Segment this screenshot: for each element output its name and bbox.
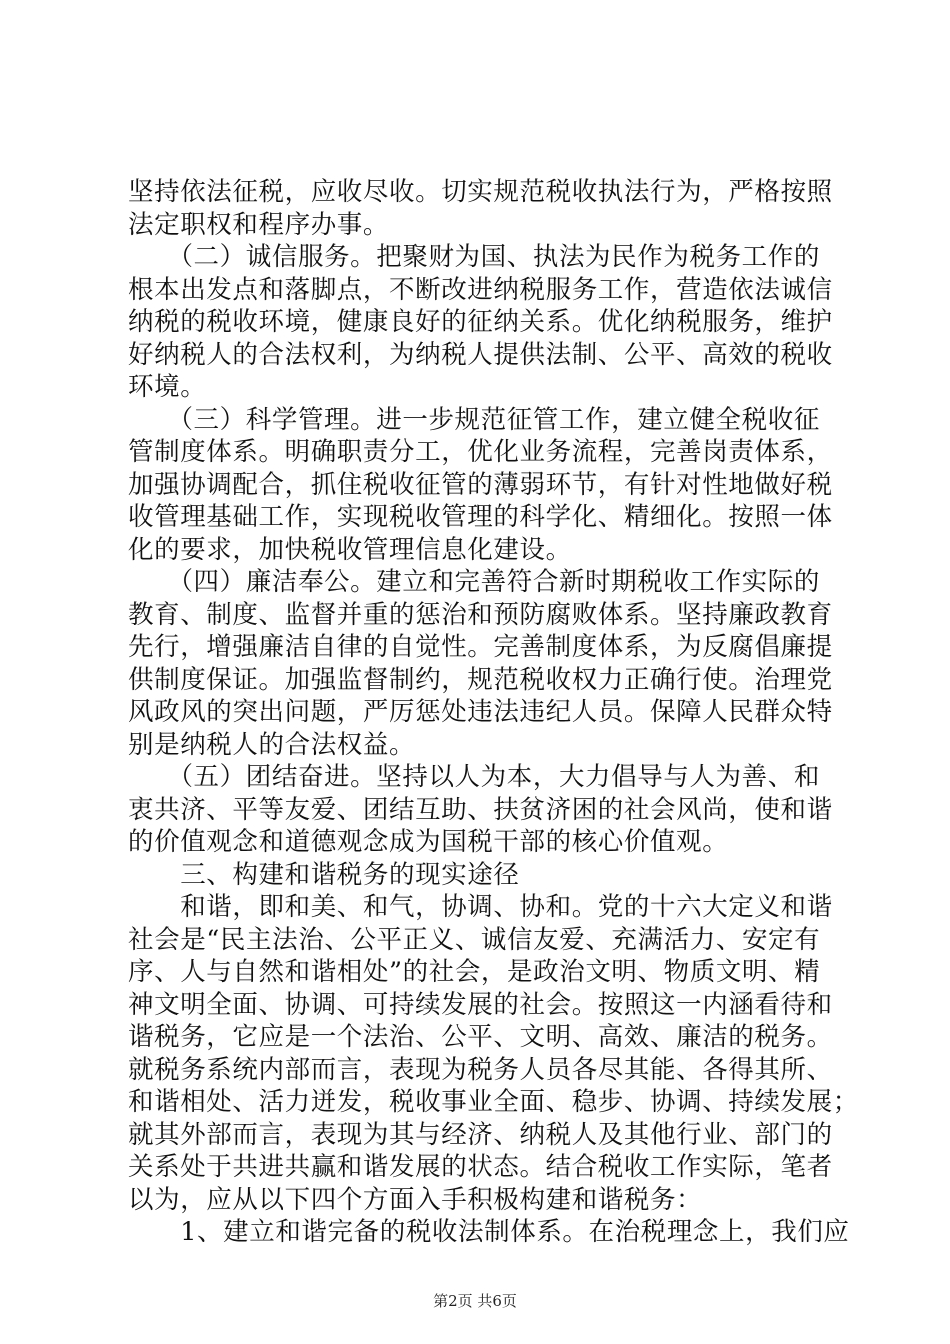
document-body <box>128 176 859 1249</box>
text-line: （五）团结奋进。坚持以人为本，大力倡导与人为善、和 <box>128 762 820 792</box>
text-line: 先行，增强廉洁自律的自觉性。完善制度体系，为反腐倡廉提 <box>128 632 833 662</box>
text-line: 神文明全面、协调、可持续发展的社会。按照这一内涵看待和 <box>128 989 833 1020</box>
text-line: 1、建立和谐完备的税收法制体系。在治税理念上，我们应 <box>128 1217 850 1247</box>
text-line: 就税务系统内部而言，表现为税务人员各尽其能、各得其所、 <box>128 1054 833 1085</box>
text-line: 管制度体系。明确职责分工，优化业务流程，完善岗责体系， <box>128 437 833 467</box>
section-heading: 三、构建和谐税务的现实途径 <box>128 859 520 890</box>
text-line: 环境。 <box>128 372 207 402</box>
text-line: 供制度保证。加强监督制约，规范税收权力正确行使。治理党 <box>128 664 833 695</box>
text-line: 纳税的税收环境，健康良好的征纳关系。优化纳税服务，维护 <box>128 307 833 337</box>
text-line: 风政风的突出问题，严厉惩处违法违纪人员。保障人民群众特 <box>128 697 833 727</box>
text-line: 坚持依法征税，应收尽收。切实规范税收执法行为，严格按照 <box>128 177 833 207</box>
text-line: 和谐相处、活力迸发，税收事业全面、稳步、协调、持续发展； <box>128 1087 859 1117</box>
text-line: （三）科学管理。进一步规范征管工作，建立健全税收征 <box>128 404 820 435</box>
text-line: 就其外部而言，表现为其与经济、纳税人及其他行业、部门的 <box>128 1119 833 1150</box>
text-line: 社会是“民主法治、公平正义、诚信友爱、充满活力、安定有 <box>128 924 821 955</box>
text-line: 的价值观念和道德观念成为国税干部的核心价值观。 <box>128 827 729 857</box>
text-line: 化的要求，加快税收管理信息化建设。 <box>128 534 572 565</box>
text-line: 教育、制度、监督并重的惩治和预防腐败体系。坚持廉政教育 <box>128 599 833 630</box>
text-line: 根本出发点和落脚点，不断改进纳税服务工作，营造依法诚信 <box>128 274 833 305</box>
text-line: 和谐，即和美、和气，协调、协和。党的十六大定义和谐 <box>128 892 833 922</box>
text-line: 关系处于共进共赢和谐发展的状态。结合税收工作实际，笔者 <box>128 1152 833 1182</box>
text-line: 以为，应从以下四个方面入手积极构建和谐税务： <box>128 1184 703 1215</box>
text-line: （四）廉洁奉公。建立和完善符合新时期税收工作实际的 <box>128 567 820 597</box>
text-line: 别是纳税人的合法权益。 <box>128 729 416 760</box>
text-line: 衷共济、平等友爱、团结互助、扶贫济困的社会风尚，使和谐 <box>128 794 833 825</box>
text-line: 加强协调配合，抓住税收征管的薄弱环节，有针对性地做好税 <box>128 469 833 500</box>
page-number: 第2页 共6页 <box>433 1292 517 1310</box>
text-line: 谐税务，它应是一个法治、公平、文明、高效、廉洁的税务。 <box>128 1022 833 1052</box>
text-line: 好纳税人的合法权利，为纳税人提供法制、公平、高效的税收 <box>128 339 833 370</box>
text-line: 收管理基础工作，实现税收管理的科学化、精细化。按照一体 <box>128 502 833 532</box>
text-line: （二）诚信服务。把聚财为国、执法为民作为税务工作的 <box>128 242 820 272</box>
text-line: 序、人与自然和谐相处”的社会，是政治文明、物质文明、精 <box>128 957 821 987</box>
text-line: 法定职权和程序办事。 <box>128 209 390 240</box>
